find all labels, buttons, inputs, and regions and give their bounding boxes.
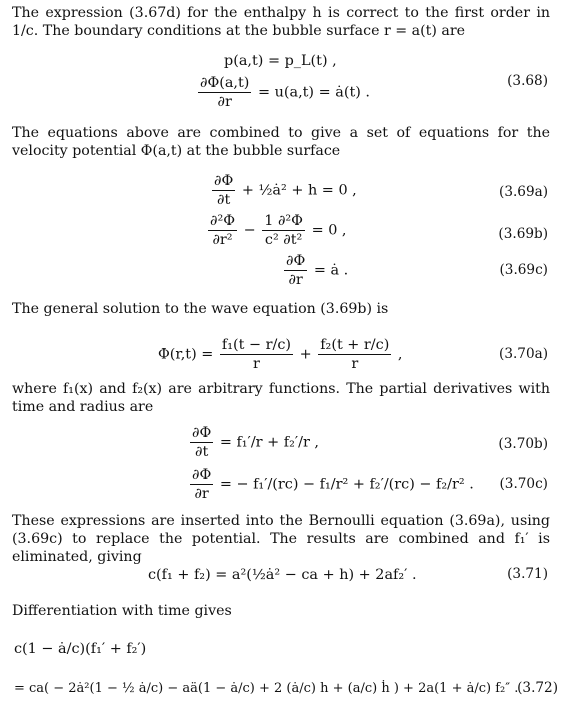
- equation-number-3-70c: (3.70c): [499, 476, 548, 492]
- equation-number-3-69c: (3.69c): [499, 262, 548, 278]
- equation-3-72-line-2: = ca( − 2ȧ²(1 − ½ ȧ/c) − aä(1 − ȧ/c) + 2 (ȧ/c) h + (a/c) ḣ ) + 2a(1 + ȧ/c) f₂″ .: [14, 681, 519, 696]
- paragraph-1: The expression (3.67d) for the enthalpy h is correct to the first order in 1/c. The boundary conditions at the bubble surface r = a(t) are: [12, 5, 550, 39]
- equation-3-69c: $\frac{\partial\Phi}{\partial r}$ = ȧ .: [286, 253, 349, 288]
- equation-number-3-69a: (3.69a): [499, 184, 548, 200]
- equation-3-72-line-1: c(1 − ȧ/c)(f₁′ + f₂′): [14, 641, 147, 657]
- equation-number-3-71: (3.71): [507, 566, 548, 582]
- equation-number-3-69b: (3.69b): [498, 226, 548, 242]
- paragraph-3: The general solution to the wave equation (3.69b) is: [12, 301, 389, 317]
- equation-number-3-70b: (3.70b): [498, 436, 548, 452]
- paragraph-5: These expressions are inserted into the Bernoulli equation (3.69a), using (3.69c) to replace the potential. The results are combined and f₁′ is eliminated, giving: [12, 513, 550, 565]
- equation-3-70c: $\frac{\partial\Phi}{\partial r}$ = − f₁′/(rc) − f₁/r² + f₂′/(rc) − f₂/r² .: [192, 467, 474, 502]
- equation-number-3-72: (3.72): [517, 680, 558, 696]
- paragraph-2: The equations above are combined to give a set of equations for the velocity potential Φ(a,t) at the bubble surface: [12, 125, 550, 159]
- equation-3-70a: Φ(r,t) = $\frac{\text{f₁(t − r/c)}}{r}$ + $\frac{\text{f₂(t + r/c)}}{r}$ ,: [158, 337, 403, 372]
- paragraph-6: Differentiation with time gives: [12, 603, 232, 619]
- equation-3-71: c(f₁ + f₂) = a²(½ȧ² − ca + h) + 2af₂′ .: [148, 567, 417, 583]
- equation-3-68-line-2: $\frac{\partial\Phi(a,t)}{\partial r}$ = u(a,t) = ȧ(t) .: [200, 75, 370, 110]
- fraction-dphi-dr: $\frac{\partial\Phi(a,t)}{\partial r}$: [200, 75, 250, 110]
- equation-3-70b: $\frac{\partial\Phi}{\partial t}$ = f₁′/r + f₂′/r ,: [192, 425, 319, 460]
- equation-number-3-70a: (3.70a): [499, 346, 548, 362]
- equation-3-69a: $\frac{\partial\Phi}{\partial t}$ + ½ȧ² + h = 0 ,: [214, 173, 357, 208]
- paragraph-4: where f₁(x) and f₂(x) are arbitrary functions. The partial derivatives with time and radius are: [12, 381, 550, 415]
- equation-number-3-68: (3.68): [507, 73, 548, 89]
- equation-3-68-line-1: p(a,t) = p_L(t) ,: [224, 53, 337, 69]
- equation-3-69b: $\frac{\text{∂²Φ}}{\text{∂r²}}$ − $\frac{\text{1 ∂²Φ}}{\text{c² ∂t²}}$ = 0 ,: [210, 213, 347, 248]
